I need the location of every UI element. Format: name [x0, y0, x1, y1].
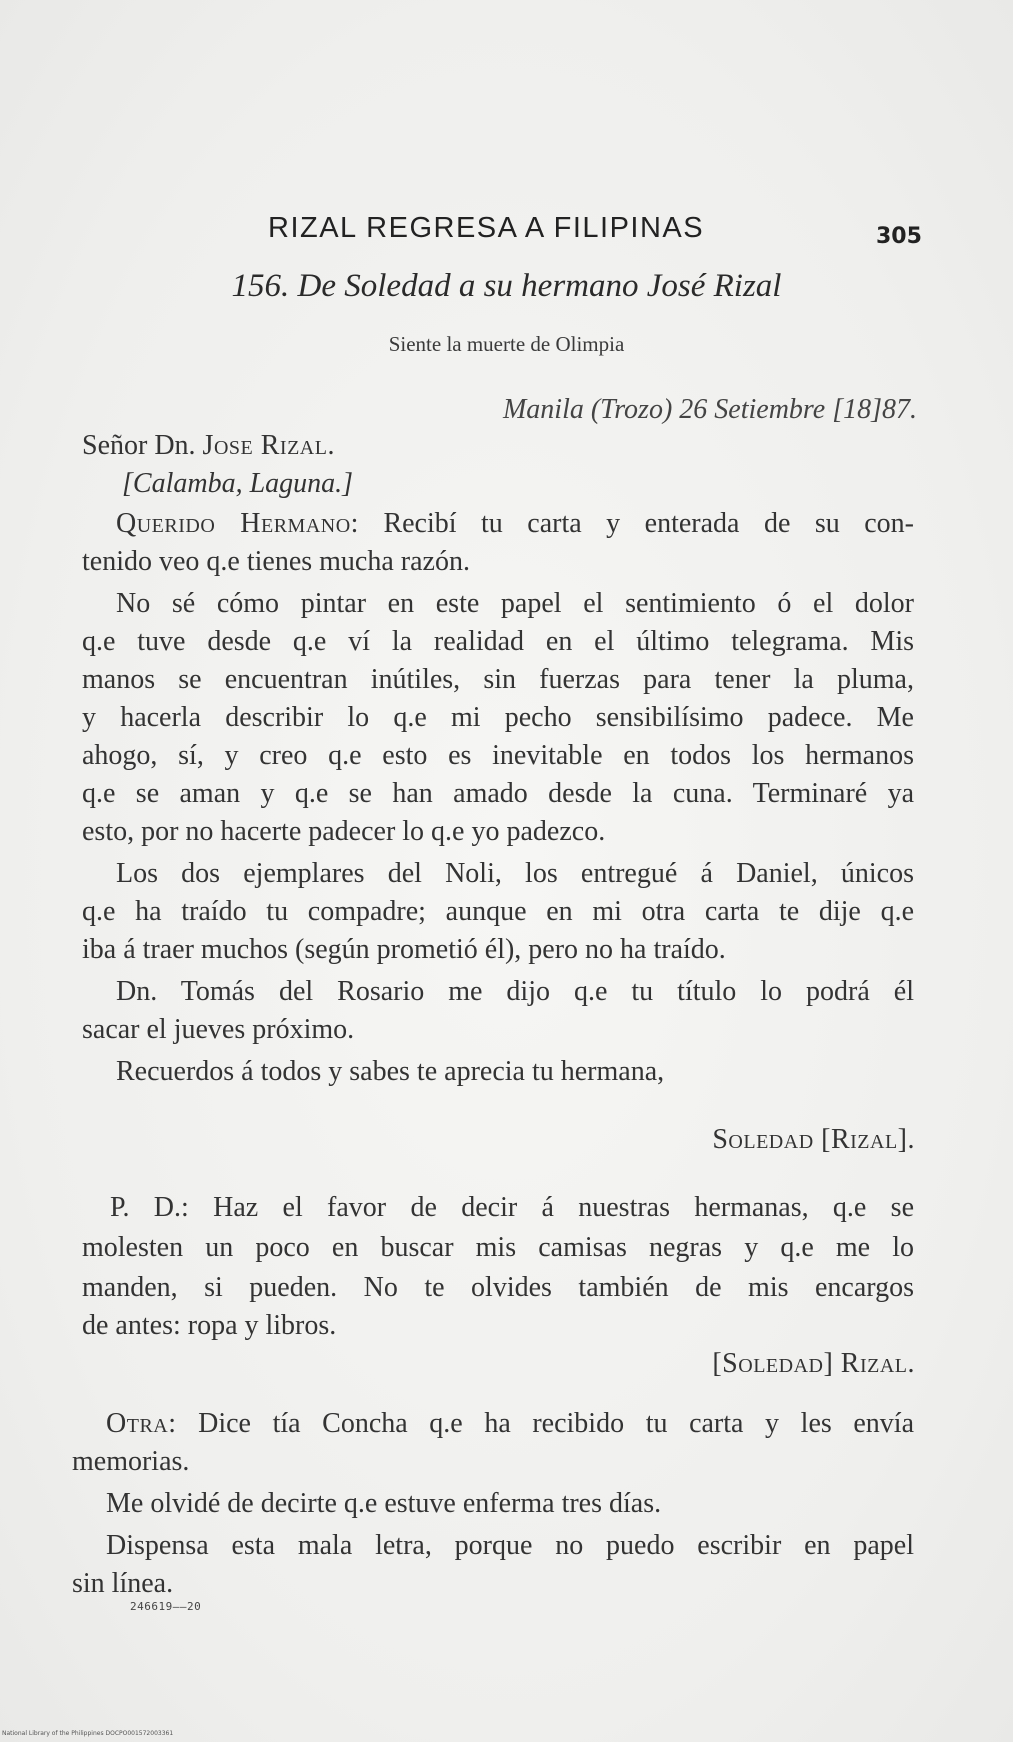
running-head: RIZAL REGRESA A FILIPINAS	[268, 212, 705, 244]
body-line: q.e se aman y q.e se han amado desde la cuna. Terminaré ya	[82, 778, 914, 809]
page-number: 305	[876, 224, 922, 249]
postscript-line: manden, si pueden. No te olvides también de mis encargos	[82, 1272, 914, 1303]
body-line: ahogo, sí, y creo q.e esto es inevitable en todos los hermanos	[82, 740, 914, 771]
addressee	[82, 430, 335, 462]
body-line: tenido veo q.e tienes mucha razón.	[82, 546, 470, 577]
body-line: sacar el jueves próximo.	[82, 1014, 355, 1045]
body-line: manos se encuentran inútiles, sin fuerzas para tener la pluma,	[82, 664, 914, 695]
ps-label: P. D.:	[110, 1192, 189, 1223]
address: [Calamba, Laguna.]	[122, 468, 354, 499]
body-line: y hacerla describir lo q.e mi pecho sensibilísimo padece. Me	[82, 702, 914, 733]
letter-title: 156. De Soledad a su hermano José Rizal	[231, 268, 782, 304]
print-code: 246619——20	[130, 1600, 202, 1613]
otra-line: sin línea.	[72, 1568, 174, 1599]
addressee-name: Jose Rizal.	[202, 430, 335, 461]
otra-label: Otra:	[106, 1408, 177, 1439]
footer-credit: National Library of the Philippines DOCPO001572003361	[2, 1730, 174, 1737]
postscript-line: molesten un poco en buscar mis camisas negras y q.e me lo	[82, 1232, 914, 1263]
salutation: Querido Hermano:	[116, 508, 359, 539]
body-line: Los dos ejemplares del Noli, los entregué á Daniel, únicos	[116, 858, 914, 889]
body-line: esto, por no hacerte padecer lo q.e yo padezco.	[82, 816, 606, 847]
body-line: q.e tuve desde q.e ví la realidad en el último telegrama. Mis	[82, 626, 914, 657]
otra-line: Me olvidé de decirte q.e estuve enferma tres días.	[106, 1488, 662, 1519]
body-line: Dn. Tomás del Rosario me dijo q.e tu título lo podrá él	[116, 976, 914, 1007]
signature: [Soledad] Rizal.	[712, 1348, 915, 1379]
body-line: q.e ha traído tu compadre; aunque en mi otra carta te dije q.e	[82, 896, 914, 927]
letter-subtitle: Siente la muerte de Olimpia	[388, 332, 625, 356]
otra-line: Otra: Dice tía Concha q.e ha recibido tu carta y les envía	[106, 1408, 915, 1439]
body-line: iba á traer muchos (según prometió él), pero no ha traído.	[82, 934, 726, 965]
dateline: Manila (Trozo) 26 Setiembre [18]87.	[502, 394, 917, 425]
otra-line: Dispensa esta mala letra, porque no puedo escribir en papel	[106, 1530, 914, 1561]
otra-line: memorias.	[72, 1446, 190, 1477]
addressee-prefix: Señor Dn.	[82, 430, 196, 461]
postscript-line: de antes: ropa y libros.	[82, 1310, 337, 1341]
postscript-line: P. D.: Haz el favor de decir á nuestras hermanas, q.e se	[110, 1192, 915, 1223]
body-line: Querido Hermano: Recibí tu carta y enterada de su con-	[116, 508, 915, 539]
body-line: No sé cómo pintar en este papel el sentimiento ó el dolor	[116, 588, 914, 619]
signature: Soledad [Rizal].	[712, 1124, 915, 1155]
body-line: Recuerdos á todos y sabes te aprecia tu hermana,	[116, 1056, 665, 1087]
